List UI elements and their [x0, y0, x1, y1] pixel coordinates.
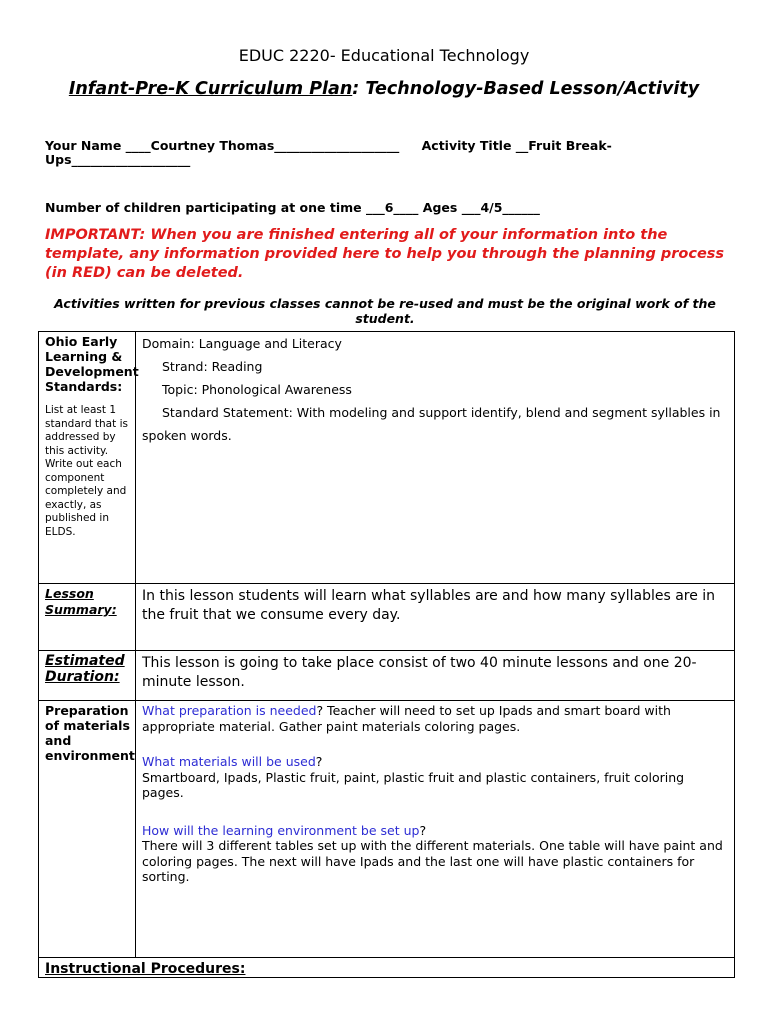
- preparation-label-cell: [39, 701, 136, 958]
- prep-question-1: [142, 703, 728, 734]
- duration-label-cell: [39, 651, 136, 701]
- important-text: When you are finished entering all of your information into the template, any information provided here to help you through the planning process (in RED) can be deleted.: [45, 227, 725, 281]
- table-row: [39, 701, 735, 958]
- prep-question-3-mark: ?: [419, 822, 427, 838]
- name-label: Your Name: [45, 138, 122, 153]
- name-value: ____Courtney Thomas____________________: [125, 138, 400, 153]
- ages-value: ___4/5______: [461, 200, 540, 215]
- duration-content-cell: [136, 651, 735, 701]
- prep-question-2: [142, 754, 728, 770]
- duration-label: Estimated Duration:: [45, 653, 125, 685]
- plan-title-rest: : Technology-Based Lesson/Activity: [352, 79, 700, 99]
- prep-answer-1: ? Teacher will need to set up Ipads and smart board with appropriate material. Gather paint materials coloring pages.: [142, 703, 671, 734]
- standards-label: Ohio Early Learning & Development Standards:: [45, 334, 139, 394]
- instructional-procedures-label: Instructional Procedures:: [45, 961, 246, 977]
- prep-question-2-mark: ?: [315, 754, 323, 769]
- standard-statement: [142, 401, 728, 447]
- plan-title-underlined: Infant-Pre-K Curriculum Plan: [68, 79, 353, 99]
- count-label: Number of children participating at one time: [45, 200, 362, 215]
- course-title: EDUC 2220- Educational Technology: [238, 46, 530, 65]
- strand-text: Strand: Reading: [162, 359, 263, 374]
- table-row: [39, 958, 735, 978]
- activity-label: Activity Title: [421, 138, 512, 153]
- duration-text: This lesson is going to take place consist of two 40 minute lessons and one 20-minute lesson.: [142, 655, 697, 690]
- domain-text: Domain: Language and Literacy: [142, 336, 342, 351]
- prep-question-3: [142, 823, 728, 839]
- activity-value: __Fruit Break-Ups___________________: [45, 138, 612, 167]
- standards-content-cell: [136, 332, 735, 584]
- topic-text: Topic: Phonological Awareness: [162, 382, 352, 397]
- original-work-note: Activities written for previous classes cannot be re-used and must be the original work of the student.: [54, 296, 716, 326]
- standards-label-cell: [39, 332, 139, 584]
- plan-title: [0, 79, 768, 99]
- instructional-procedures-cell: [39, 958, 735, 978]
- preparation-content: [142, 703, 728, 885]
- table-row: [39, 332, 735, 584]
- preparation-content-cell: [136, 701, 735, 958]
- prep-question-3-text: How will the learning environment be set up: [142, 822, 420, 838]
- count-value: ___6____: [365, 200, 419, 215]
- prep-question-2-text: What materials will be used: [142, 754, 316, 769]
- curriculum-plan-table: [38, 331, 735, 978]
- summary-content-cell: [136, 584, 735, 651]
- name-activity-line: [45, 139, 735, 167]
- summary-label: Lesson Summary:: [45, 586, 117, 617]
- table-row: [39, 584, 735, 651]
- prep-answer-2: Smartboard, Ipads, Plastic fruit, paint, plastic fruit and plastic containers, fruit coloring pages.: [142, 769, 685, 800]
- summary-text: In this lesson students will learn what syllables are and how many syllables are in the fruit that we consume every day.: [142, 588, 716, 623]
- important-prefix: IMPORTANT:: [45, 227, 146, 243]
- standards-content: [142, 332, 728, 447]
- standard-statement-text: Standard Statement: With modeling and support identify, blend and segment syllables in spoken words.: [142, 405, 721, 443]
- prep-question-1-text: What preparation is needed: [142, 703, 317, 718]
- summary-label-cell: [39, 584, 136, 651]
- standards-instruction: List at least 1 standard that is addressed by this activity. Write out each component completely and exactly, as published in ELDS.: [45, 404, 128, 538]
- table-row: [39, 651, 735, 701]
- children-count-line: [45, 200, 540, 215]
- important-note: [45, 226, 735, 283]
- ages-label: Ages: [422, 200, 458, 215]
- preparation-label: Preparation of materials and environment: [45, 703, 135, 763]
- prep-answer-3: There will 3 different tables set up with the different materials. One table will have paint and coloring pages. The next will have Ipads and the last one will have plastic containers for sorting.: [142, 838, 723, 884]
